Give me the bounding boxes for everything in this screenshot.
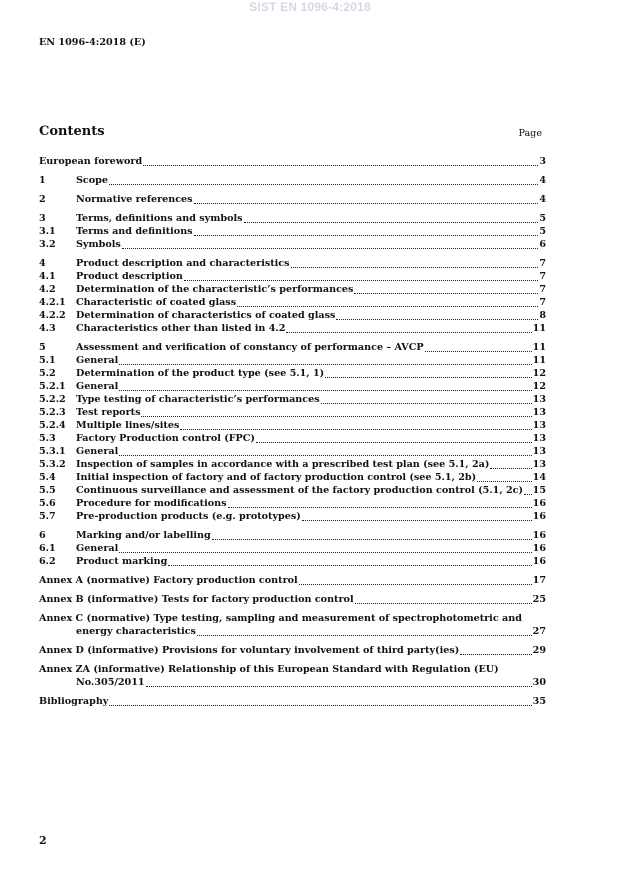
dot-leader (119, 455, 531, 456)
toc-entry-page: 13 (532, 420, 546, 431)
toc-entry[interactable] (39, 510, 546, 523)
toc-entry-number: 2 (39, 194, 46, 205)
toc-entry-title-line1: Annex C (normative) Type testing, sampling and measurement of spectrophotometric and (39, 613, 522, 624)
toc-entry-number: 1 (39, 175, 46, 186)
dot-leader (425, 351, 532, 352)
toc-entry[interactable] (39, 212, 546, 225)
dot-leader (244, 222, 539, 223)
dot-leader (141, 416, 531, 417)
toc-entry-page: 12 (532, 381, 546, 392)
toc-entry-number: 5.2.3 (39, 407, 66, 418)
toc-entry-page: 25 (532, 594, 546, 605)
toc-entry-page: 13 (532, 407, 546, 418)
dot-leader (168, 565, 531, 566)
footer-page-number: 2 (39, 834, 47, 847)
toc-entry[interactable] (39, 555, 546, 568)
toc-entry-page: 35 (532, 696, 546, 707)
dot-leader (119, 364, 531, 365)
toc-entry[interactable] (39, 542, 546, 555)
dot-leader (184, 280, 538, 281)
toc-entry-page: 11 (532, 323, 546, 334)
toc-entry[interactable] (39, 341, 546, 354)
toc-entry-page: 5 (539, 213, 546, 224)
toc-entry-number: 6.2 (39, 556, 56, 567)
toc-entry-number: 3 (39, 213, 46, 224)
toc-entry-title: Determination of the product type (see 5.1, 1) (76, 368, 325, 379)
toc-entry-page: 7 (539, 297, 546, 308)
toc-entry-number: 3.1 (39, 226, 56, 237)
toc-entry[interactable] (39, 257, 546, 270)
toc-entry-title: General (76, 381, 119, 392)
toc-entry-page: 30 (532, 677, 546, 688)
toc-entry-annex-d[interactable] (39, 644, 546, 657)
toc-entry-annex-c[interactable] (39, 612, 546, 638)
toc-entry-title: Continuous surveillance and assessment of the factory production control (5.1, 2c) (76, 485, 524, 496)
toc-entry-number: 5.3 (39, 433, 56, 444)
dot-leader (197, 635, 532, 636)
dot-leader (460, 654, 531, 655)
toc-entry-number: 5.2.1 (39, 381, 66, 392)
toc-entry[interactable] (39, 445, 546, 458)
toc-entry[interactable] (39, 458, 546, 471)
toc-entry-title: Test reports (76, 407, 141, 418)
toc-entry-number: 4.2.1 (39, 297, 66, 308)
toc-entry-title: Assessment and verification of constancy of performance – AVCP (76, 342, 424, 353)
toc-entry-title: Product marking (76, 556, 168, 567)
toc-entry-number: 5.5 (39, 485, 56, 496)
toc-entry-page: 11 (532, 355, 546, 366)
toc-entry[interactable] (39, 367, 546, 380)
toc-entry-page: 16 (532, 556, 546, 567)
toc-entry-page: 13 (532, 446, 546, 457)
toc-entry[interactable] (39, 309, 546, 322)
toc-entry-page: 16 (532, 498, 546, 509)
toc-entry-page: 16 (532, 543, 546, 554)
toc-entry-number: 4.1 (39, 271, 56, 282)
toc-entry-title: Characteristic of coated glass (76, 297, 237, 308)
toc-entry-page: 3 (539, 156, 546, 167)
toc-entry-title: Bibliography (39, 696, 109, 707)
toc-entry-number: 4.2 (39, 284, 56, 295)
toc-entry-page: 16 (532, 511, 546, 522)
toc-entry-title: General (76, 543, 119, 554)
toc-entry[interactable] (39, 174, 546, 187)
toc-entry[interactable] (39, 484, 546, 497)
toc-entry-annex-za[interactable] (39, 663, 546, 689)
toc-entry-page: 5 (539, 226, 546, 237)
dot-leader (109, 705, 531, 706)
toc-entry-bibliography[interactable] (39, 695, 546, 708)
page-column-label: Page (518, 128, 542, 139)
dot-leader (237, 306, 538, 307)
toc-entry-page: 27 (532, 626, 546, 637)
toc-entry-number: 5 (39, 342, 46, 353)
toc-entry-title: Initial inspection of factory and of factory production control (see 5.1, 2b) (76, 472, 477, 483)
dot-leader (302, 520, 532, 521)
toc-entry-title: Product description and characteristics (76, 258, 290, 269)
toc-entry-number: 5.7 (39, 511, 56, 522)
toc-entry-page: 8 (539, 310, 546, 321)
toc-entry[interactable] (39, 296, 546, 309)
toc-entry-title: Annex B (informative) Tests for factory production control (39, 594, 354, 605)
toc-entry[interactable] (39, 393, 546, 406)
toc-entry-page: 13 (532, 394, 546, 405)
toc-entry-title: Annex D (informative) Provisions for voluntary involvement of third party(ies) (39, 645, 460, 656)
toc-entry-title: Scope (76, 175, 108, 186)
toc-entry-page: 14 (532, 472, 546, 483)
toc-entry[interactable] (39, 593, 546, 606)
toc-entry-number: 6.1 (39, 543, 56, 554)
toc-entry-number: 4 (39, 258, 46, 269)
toc-entry-title-line2: energy characteristics (76, 626, 196, 637)
toc-entry-title-line2: No.305/2011 (76, 677, 145, 688)
toc-entry-page: 7 (539, 284, 546, 295)
toc-entry-page: 15 (532, 485, 546, 496)
toc-entry-title: General (76, 355, 119, 366)
toc-entry[interactable] (39, 155, 546, 168)
toc-entry-number: 5.6 (39, 498, 56, 509)
toc-entry[interactable] (39, 238, 546, 251)
toc-entry-page: 7 (539, 258, 546, 269)
dot-leader (194, 203, 539, 204)
document-id: EN 1096-4:2018 (E) (39, 37, 146, 48)
dot-leader (291, 267, 539, 268)
toc-entry-page: 6 (539, 239, 546, 250)
dot-leader (299, 584, 532, 585)
toc-entry-title: European foreword (39, 156, 143, 167)
dot-leader (109, 184, 538, 185)
toc-entry-title: Factory Production control (FPC) (76, 433, 255, 444)
dot-leader (122, 248, 539, 249)
toc-entry-title: Product description (76, 271, 183, 282)
toc-entry-title: Inspection of samples in accordance with a prescribed test plan (see 5.1, 2a) (76, 459, 490, 470)
toc-entry-title: Pre-production products (e.g. prototypes) (76, 511, 301, 522)
toc-entry[interactable] (39, 322, 546, 335)
toc-entry-page: 12 (532, 368, 546, 379)
toc-entry-number: 4.3 (39, 323, 56, 334)
toc-entry-title: General (76, 446, 119, 457)
toc-entry-page: 29 (532, 645, 546, 656)
toc-entry-title: Determination of the characteristic’s performances (76, 284, 354, 295)
toc-entry-number: 5.3.2 (39, 459, 66, 470)
toc-entry-title: Marking and/or labelling (76, 530, 211, 541)
toc-entry-page: 13 (532, 459, 546, 470)
toc-entry[interactable] (39, 471, 546, 484)
toc-entry-number: 5.3.1 (39, 446, 66, 457)
dot-leader (228, 507, 532, 508)
toc-entry-page: 7 (539, 271, 546, 282)
toc-entry-number: 3.2 (39, 239, 56, 250)
dot-leader (477, 481, 532, 482)
toc-entry-page: 13 (532, 433, 546, 444)
dot-leader (321, 403, 532, 404)
dot-leader (143, 165, 538, 166)
dot-leader (180, 429, 531, 430)
toc-entry-page: 16 (532, 530, 546, 541)
toc-entry-title: Terms and definitions (76, 226, 193, 237)
toc-entry-page: 17 (532, 575, 546, 586)
toc-entry[interactable] (39, 497, 546, 510)
dot-leader (119, 552, 531, 553)
toc-entry-title-line1: Annex ZA (informative) Relationship of this European Standard with Regulation (EU) (39, 664, 499, 675)
toc-entry[interactable] (39, 270, 546, 283)
dot-leader (325, 377, 531, 378)
toc-entry[interactable] (39, 225, 546, 238)
dot-leader (490, 468, 531, 469)
dot-leader (194, 235, 539, 236)
toc-entry-title: Multiple lines/sites (76, 420, 180, 431)
toc-entry-title: Normative references (76, 194, 193, 205)
toc-entry[interactable] (39, 529, 546, 542)
table-of-contents (39, 155, 546, 708)
watermark: SIST EN 1096-4:2018 (249, 0, 371, 14)
contents-heading: Contents (39, 124, 105, 139)
dot-leader (524, 494, 532, 495)
toc-entry-number: 4.2.2 (39, 310, 66, 321)
toc-entry-number: 5.1 (39, 355, 56, 366)
toc-entry-title: Procedure for modifications (76, 498, 227, 509)
dot-leader (212, 539, 532, 540)
toc-entry-page: 11 (532, 342, 546, 353)
toc-entry[interactable] (39, 354, 546, 367)
dot-leader (336, 319, 538, 320)
dot-leader (256, 442, 532, 443)
toc-entry-number: 5.4 (39, 472, 56, 483)
toc-entry-title: Symbols (76, 239, 121, 250)
toc-entry-number: 5.2.4 (39, 420, 66, 431)
toc-entry-title: Annex A (normative) Factory production control (39, 575, 298, 586)
dot-leader (119, 390, 531, 391)
toc-entry-title: Characteristics other than listed in 4.2 (76, 323, 286, 334)
toc-entry-title: Determination of characteristics of coated glass (76, 310, 336, 321)
toc-entry[interactable] (39, 380, 546, 393)
toc-entry[interactable] (39, 419, 546, 432)
toc-entry[interactable] (39, 574, 546, 587)
toc-entry-title: Type testing of characteristic’s performances (76, 394, 320, 405)
dot-leader (355, 603, 532, 604)
toc-entry[interactable] (39, 432, 546, 445)
toc-entry[interactable] (39, 283, 546, 296)
toc-entry-number: 5.2 (39, 368, 56, 379)
toc-entry[interactable] (39, 193, 546, 206)
toc-entry-number: 5.2.2 (39, 394, 66, 405)
toc-entry-title: Terms, definitions and symbols (76, 213, 243, 224)
toc-entry-page: 4 (539, 194, 546, 205)
dot-leader (354, 293, 538, 294)
toc-entry-number: 6 (39, 530, 46, 541)
toc-entry-page: 4 (539, 175, 546, 186)
toc-entries (39, 155, 546, 606)
dot-leader (146, 686, 532, 687)
toc-entry[interactable] (39, 406, 546, 419)
dot-leader (286, 332, 531, 333)
